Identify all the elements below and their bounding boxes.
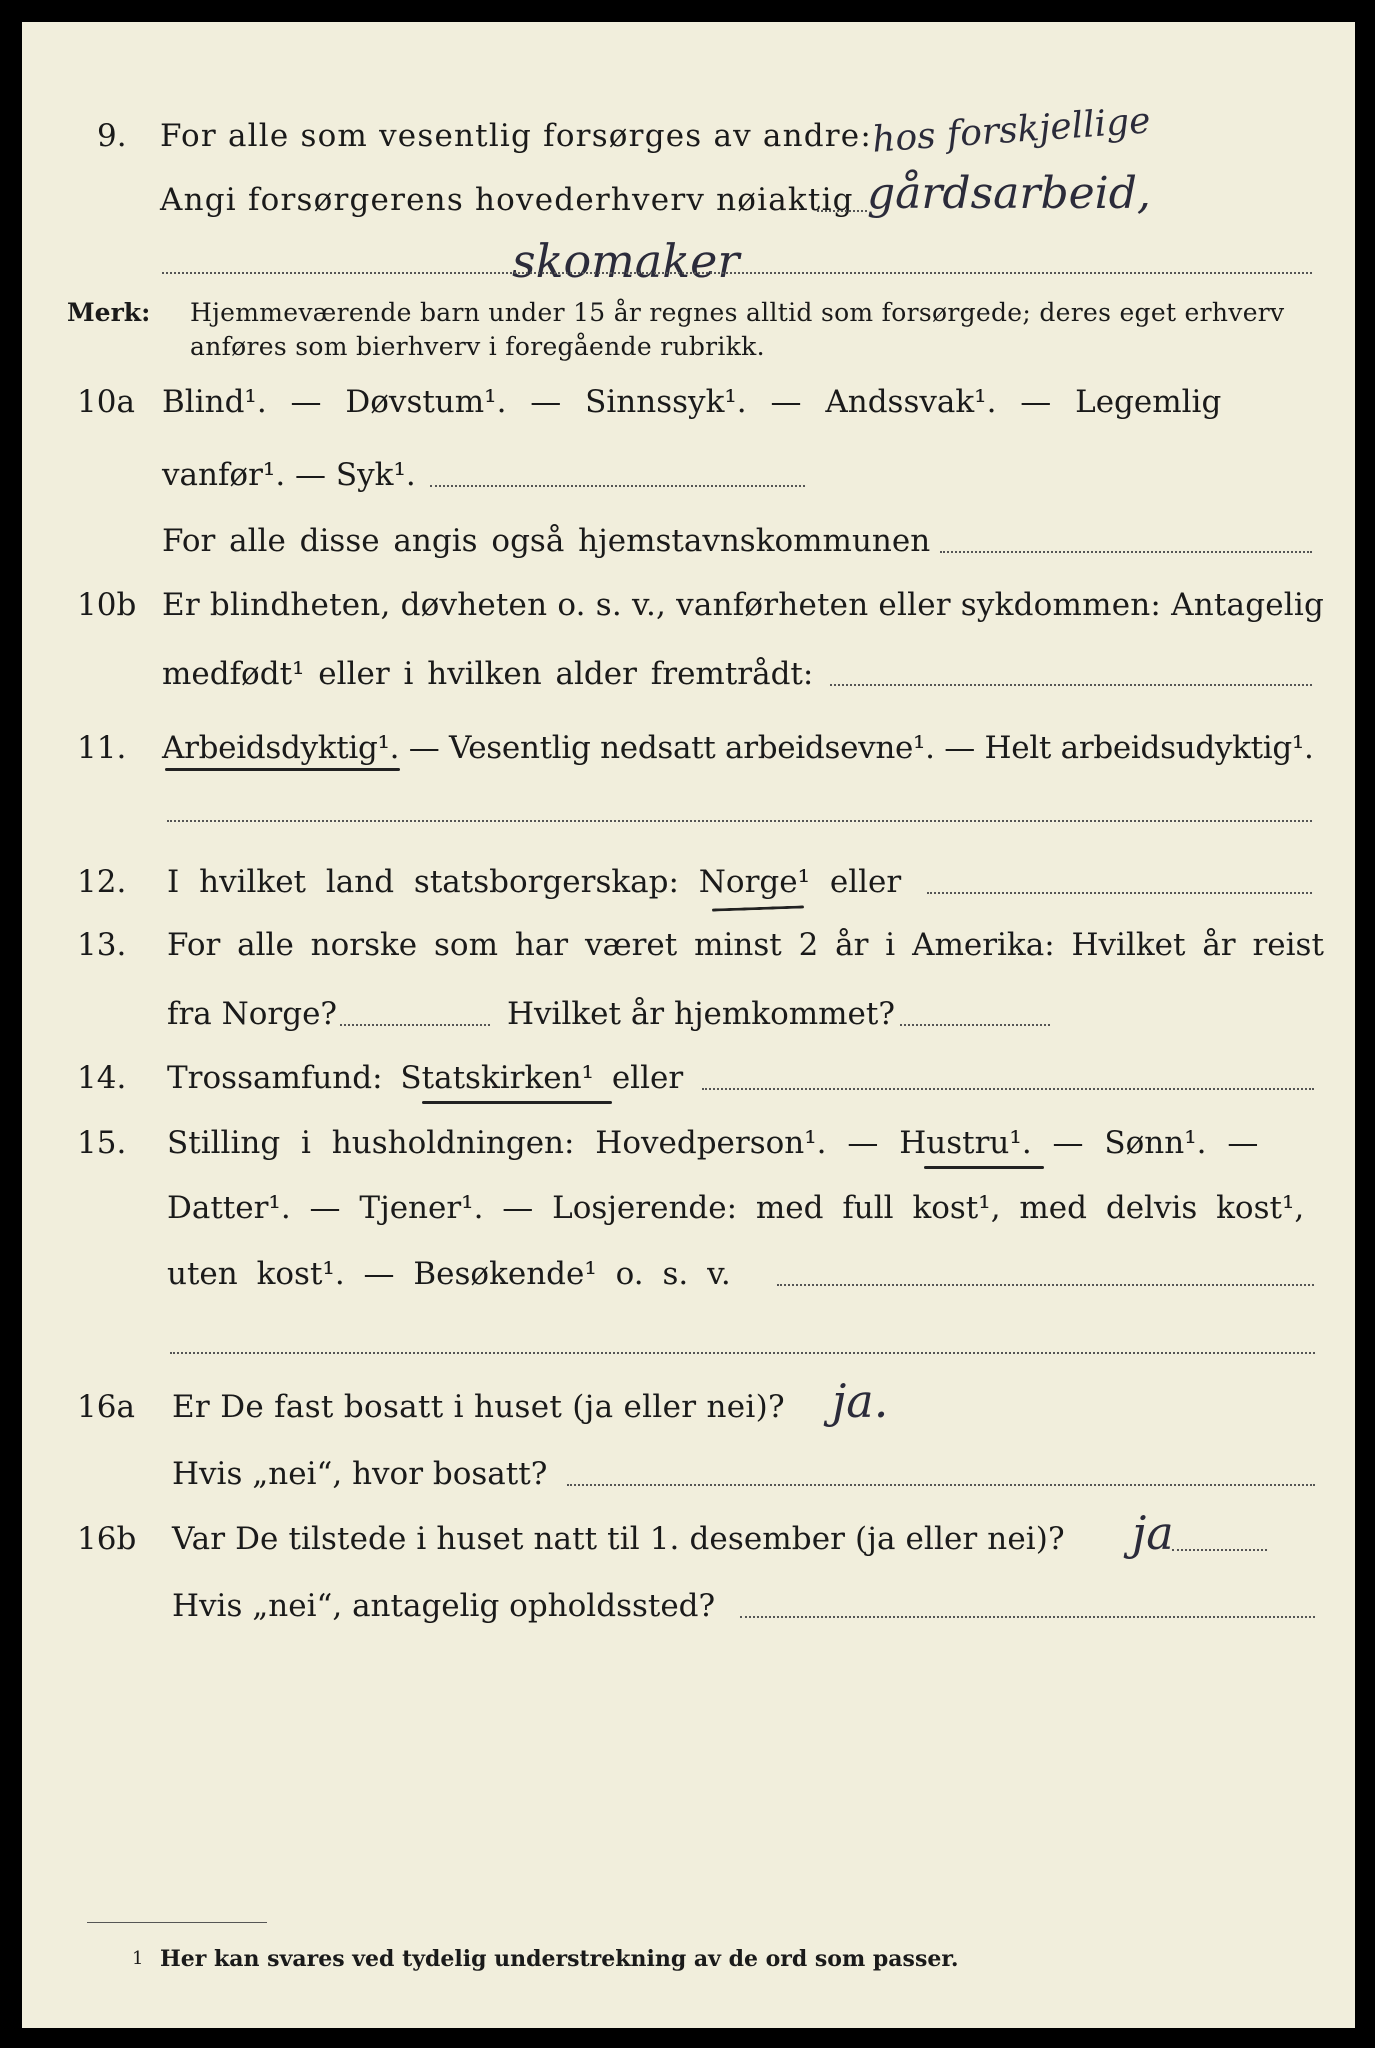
merk-line2: anføres som bierhverv i foregående rubrikk. xyxy=(190,332,765,361)
q16a-line2: Hvis „nei“, hvor bosatt? xyxy=(172,1456,548,1492)
q10a-line1: Blind¹. — Døvstum¹. — Sinnssyk¹. — Andssvak¹. — Legemlig xyxy=(162,384,1222,420)
q15-line2: Datter¹. — Tjener¹. — Losjerende: med full kost¹, med delvis kost¹, xyxy=(167,1190,1305,1226)
q15-line1: Stilling i husholdningen: Hovedperson¹. — Hustru¹. — Sønn¹. — xyxy=(167,1125,1259,1161)
footnote-rule xyxy=(87,1922,267,1923)
q10a-line3: For alle disse angis også hjemstavnskommunen xyxy=(162,523,931,559)
q12-line1: I hvilket land statsborgerskap: Norge¹ eller xyxy=(167,864,902,900)
q13-line1: For alle norske som har været minst 2 år i Amerika: Hvilket år reist xyxy=(167,927,1324,963)
q10b-line2: medfødt¹ eller i hvilken alder fremtrådt: xyxy=(162,656,814,692)
q9-handwriting-1: hos forskjellige xyxy=(870,100,1152,161)
merk-line1: Hjemmeværende barn under 15 år regnes alltid som forsørgede; deres eget erhverv xyxy=(190,298,1285,327)
q16a-line1: Er De fast bosatt i huset (ja eller nei)? xyxy=(172,1389,785,1425)
q11-underline-arbeidsdyktig xyxy=(165,768,400,771)
q16a-handwriting: ja. xyxy=(832,1374,889,1428)
q15-underline-hustru xyxy=(924,1166,1044,1169)
q12-underline-norge xyxy=(712,905,804,911)
q15-number: 15. xyxy=(77,1125,127,1161)
q15-line3: uten kost¹. — Besøkende¹ o. s. v. xyxy=(167,1256,731,1292)
q10b-line1: Er blindheten, døvheten o. s. v., vanførheten eller sykdommen: Antagelig xyxy=(162,587,1325,623)
q13-number: 13. xyxy=(77,927,127,963)
q9-handwriting-3: skomaker xyxy=(512,234,740,288)
q10a-line2: vanfør¹. — Syk¹. xyxy=(162,457,416,493)
q13-line2-part1: fra Norge? xyxy=(167,996,338,1032)
q14-number: 14. xyxy=(77,1060,127,1096)
q14-line1: Trossamfund: Statskirken¹ eller xyxy=(167,1060,684,1096)
q14-underline-statskirken xyxy=(422,1101,612,1104)
footnote-text: Her kan svares ved tydelig understrekning av de ord som passer. xyxy=(160,1946,959,1972)
q9-handwriting-2: gårdsarbeid, xyxy=(867,168,1151,219)
q11-line1: Arbeidsdyktig¹. — Vesentlig nedsatt arbeidsevne¹. — Helt arbeidsudyktig¹. xyxy=(162,730,1314,766)
footnote-mark: 1 xyxy=(132,1948,144,1969)
q11-number: 11. xyxy=(77,730,127,766)
q12-number: 12. xyxy=(77,864,127,900)
q10a-number: 10a xyxy=(77,384,135,420)
q9-line2: Angi forsørgerens hovederhverv nøiaktig xyxy=(160,182,854,218)
q16b-line2: Hvis „nei“, antagelig opholdssted? xyxy=(172,1588,716,1624)
q16b-handwriting: ja xyxy=(1132,1506,1174,1560)
q16b-line1: Var De tilstede i huset natt til 1. desember (ja eller nei)? xyxy=(172,1521,1065,1557)
q9-line1: For alle som vesentlig forsørges av andre: xyxy=(160,118,872,154)
merk-label: Merk: xyxy=(67,298,151,327)
census-form-page xyxy=(22,22,1355,2028)
q13-line2-part2: Hvilket år hjemkommet? xyxy=(507,996,895,1032)
q16b-number: 16b xyxy=(77,1521,137,1557)
q9-number: 9. xyxy=(97,118,127,154)
q16a-number: 16a xyxy=(77,1389,135,1425)
q10b-number: 10b xyxy=(77,587,137,623)
